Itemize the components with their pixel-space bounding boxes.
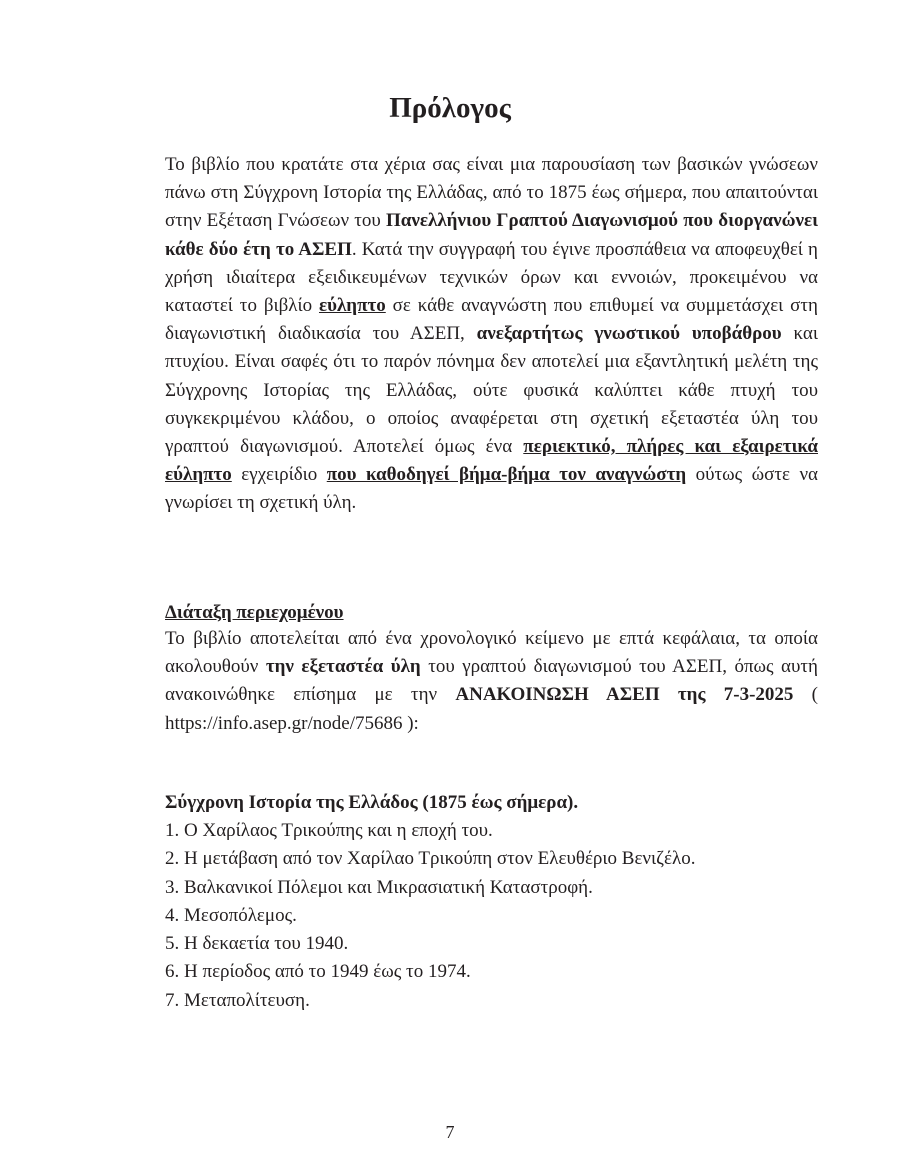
list-item: 7. Μεταπολίτευση. [165, 989, 310, 1011]
list-item: 1. Ο Χαρίλαος Τρικούπης και η εποχή του. [165, 820, 493, 841]
list-item: 3. Βαλκανικοί Πόλεμοι και Μικρασιατική Καταστροφή. [165, 876, 593, 898]
content-bold-syllabus: την εξεταστέα ύλη [265, 656, 421, 678]
list-item: 4. Μεσοπόλεμος. [165, 904, 297, 926]
intro-text-5: εγχειρίδιο [231, 464, 327, 486]
intro-text-2: . Κατά την συγγραφή του έγινε προσπάθεια να αποφευχθεί η χρήση ιδιαίτερα εξειδικευμένων τεχνικών όρων και εννοιών, προκειμένου να καταστεί το βιβλίο [165, 238, 818, 317]
content-text-1: Το βιβλίο αποτελείται από ένα χρονολογικό κείμενο με επτά κεφάλαια, τα οποία ακολουθούν [165, 628, 818, 678]
content-bold-announcement: ΑΝΑΚΟΙΝΩΣΗ ΑΣΕΠ της 7-3-2025 [455, 684, 794, 706]
content-paragraph [165, 625, 818, 738]
list-item: 6. Η περίοδος από το 1949 έως το 1974. [165, 961, 471, 983]
syllabus-title: Σύγχρονη Ιστορία της Ελλάδος (1875 έως σήμερα). [165, 792, 579, 813]
content-heading: Διάταξη περιεχομένου [165, 602, 344, 623]
intro-bold-underline-comprehensive: περιεκτικό, πλήρες και εξαιρετικά εύληπτο [165, 436, 818, 486]
content-text-3: ( https://info.asep.gr/node/75686 ): [165, 684, 818, 734]
intro-bold-underline-guides: που καθοδηγεί βήμα-βήμα τον αναγνώστη [326, 464, 687, 486]
page-number: 7 [445, 1122, 455, 1142]
intro-text-3: σε κάθε αναγνώστη που επιθυμεί να συμμετάσχει στη διαγωνιστική διαδικασία του ΑΣΕΠ, [165, 295, 818, 345]
intro-paragraph [165, 151, 818, 518]
intro-text-4: και πτυχίου. Είναι σαφές ότι το παρόν πόνημα δεν αποτελεί μια εξαντλητική μελέτη της Σύγχρονης Ιστορίας της Ελλάδας, ούτε φυσικά καλύπτει κάθε πτυχή του συγκεκριμένου κλάδου, ο οποίος αναφέρεται στη σχετική εξεταστέα ύλη του γραπτού διαγωνισμού. Αποτελεί όμως ένα [165, 323, 818, 458]
content-text-2: του γραπτού διαγωνισμού του ΑΣΕΠ, όπως αυτή ανακοινώθηκε επίσημα με την [165, 656, 818, 706]
chapter-list [165, 817, 695, 1015]
list-item: 5. Η δεκαετία του 1940. [165, 933, 349, 955]
intro-bold-background: ανεξαρτήτως γνωστικού υποβάθρου [476, 323, 782, 345]
intro-bold-exam: Πανελλήνιου Γραπτού Διαγωνισμού που διοργανώνει κάθε δύο έτη το ΑΣΕΠ [165, 210, 818, 260]
intro-text-1: Το βιβλίο που κρατάτε στα χέρια σας είναι μια παρουσίαση των βασικών γνώσεων πάνω στη Σύγχρονη Ιστορία της Ελλάδας, από το 1875 έως σήμερα, που απαιτούνται στην Εξέταση Γνώσεων του [165, 154, 818, 232]
intro-bold-underline-accessible: εύληπτο [318, 295, 386, 317]
page-title: Πρόλογος [389, 92, 511, 124]
list-item: 2. Η μετάβαση από τον Χαρίλαο Τρικούπη στον Ελευθέριο Βενιζέλο. [165, 848, 696, 870]
intro-text-6: ούτως ώστε να γνωρίσει τη σχετική ύλη. [165, 464, 819, 514]
